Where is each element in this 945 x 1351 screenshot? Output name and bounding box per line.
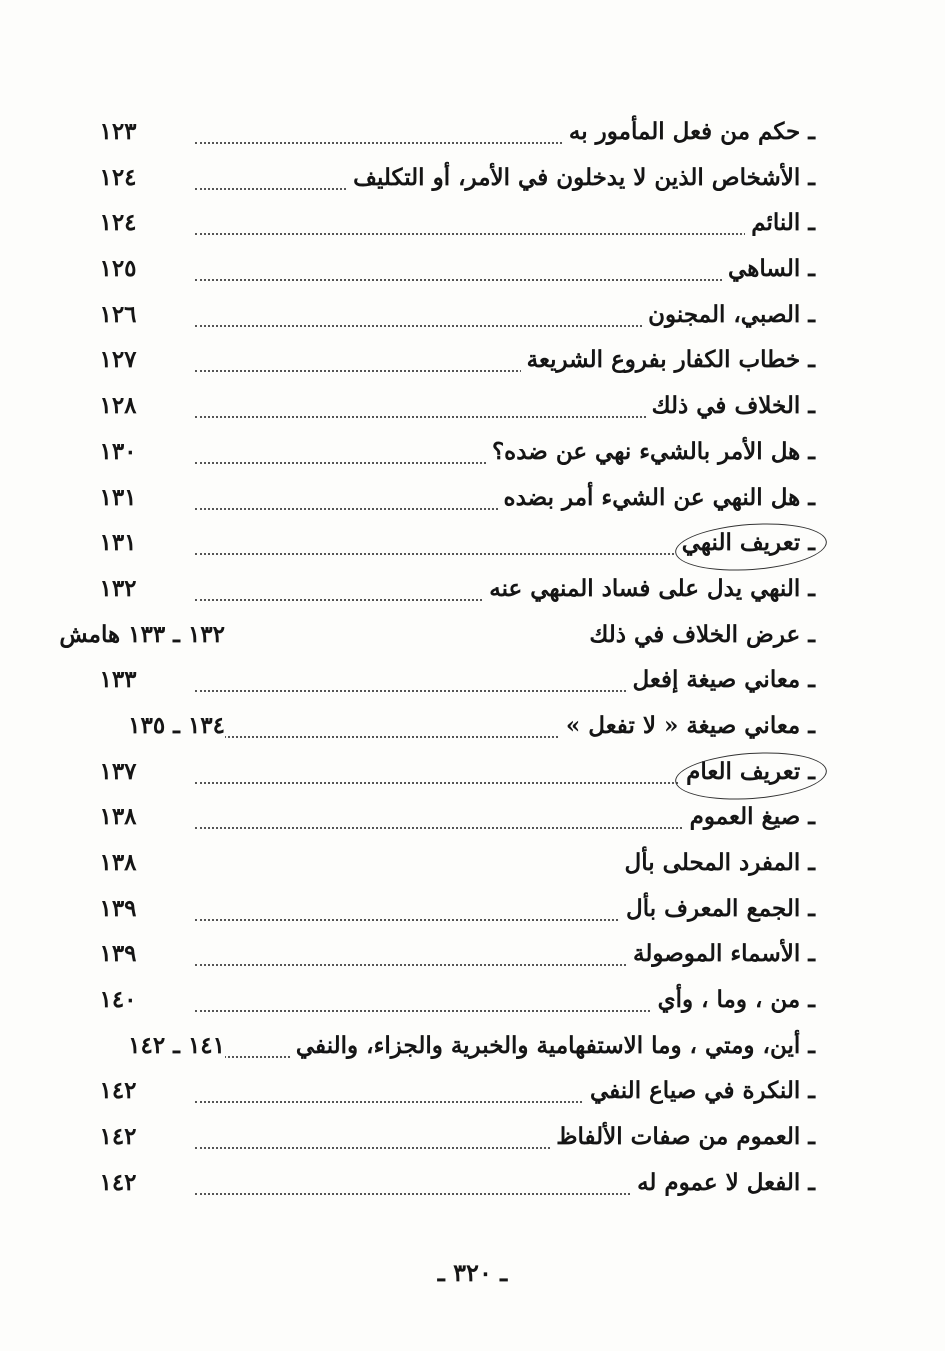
toc-entry-page: ١٢٦ <box>48 301 188 328</box>
toc-entry-page: ١٣٢ ـ ١٣٣ هامش <box>40 621 225 648</box>
toc-row <box>0 1071 945 1117</box>
toc-row <box>0 752 945 798</box>
page-number: ـ ٣٢٠ ـ <box>437 1258 508 1287</box>
toc-row <box>0 158 945 204</box>
toc-entry-page: ١٤٢ <box>48 1123 188 1150</box>
toc-entry-title: ـ معاني صيغة « لا تفعل » <box>560 712 815 739</box>
toc-entry-page: ١٣١ <box>48 484 188 511</box>
toc-entry-page: ١٢٤ <box>48 164 188 191</box>
toc-row <box>0 934 945 980</box>
toc-entry-page: ١٢٣ <box>48 118 188 145</box>
toc-entry-page: ١٣٨ <box>48 803 188 830</box>
toc-entry-title: ـ الفعل لا عموم له <box>631 1169 815 1196</box>
toc-entry-page: ١٣١ <box>48 529 188 556</box>
toc-entry-page: ١٤٢ <box>48 1077 188 1104</box>
toc-entry-page: ١٢٤ <box>48 209 188 236</box>
toc-entry-title: ـ هل النهي عن الشيء أمر بضده <box>498 484 815 511</box>
toc-row <box>0 112 945 158</box>
toc-entry-title-circled: ـ تعريف العام <box>680 758 815 785</box>
toc-entry-page: ١٣٨ <box>48 849 188 876</box>
toc-entry-title: ـ صيغ العموم <box>684 803 815 830</box>
toc-row <box>0 432 945 478</box>
toc-entry-page: ١٢٨ <box>48 392 188 419</box>
toc-entry-page: ١٢٥ <box>48 255 188 282</box>
toc-row <box>0 386 945 432</box>
toc-entry-title: ـ الأشخاص الذين لا يدخلون في الأمر، أو التكليف <box>347 164 815 191</box>
toc-entry-page: ١٤٢ <box>48 1169 188 1196</box>
toc-entry-page: ١٣٤ ـ ١٣٥ <box>40 712 225 739</box>
toc-entry-title: ـ خطاب الكفار بفروع الشريعة <box>521 346 815 373</box>
table-of-contents <box>0 112 945 1209</box>
toc-entry-page: ١٤٠ <box>48 986 188 1013</box>
toc-entry-title: ـ الأسماء الموصولة <box>627 940 815 967</box>
toc-entry-title: ـ النائم <box>745 209 815 236</box>
dot-leader <box>195 279 810 281</box>
toc-row <box>0 249 945 295</box>
toc-entry-title: ـ حكم من فعل المأمور به <box>563 118 815 145</box>
toc-entry-page: ١٣٠ <box>48 438 188 465</box>
toc-entry-title-circled: ـ تعريف النهي <box>676 529 815 556</box>
toc-entry-page: ١٢٧ <box>48 346 188 373</box>
toc-entry-title: ـ النهي يدل على فساد المنهي عنه <box>483 575 815 602</box>
toc-entry-title: ـ معاني صيغة إفعل <box>626 666 815 693</box>
toc-row <box>0 295 945 341</box>
toc-entry-title: ـ النكرة في صياع النفي <box>584 1077 815 1104</box>
toc-entry-title: ـ من ، وما ، وأي <box>652 986 815 1013</box>
toc-row <box>0 615 945 661</box>
toc-row <box>0 1026 945 1072</box>
toc-row <box>0 478 945 524</box>
toc-entry-title: ـ العموم من صفات الألفاظ <box>550 1123 815 1150</box>
toc-row <box>0 203 945 249</box>
toc-entry-title: ـ الصبي، المجنون <box>642 301 815 328</box>
toc-row <box>0 706 945 752</box>
toc-entry-page: ١٣٩ <box>48 895 188 922</box>
toc-row <box>0 569 945 615</box>
toc-entry-page: ١٣٣ <box>48 666 188 693</box>
toc-entry-title: ـ الساهي <box>722 255 815 282</box>
toc-entry-page: ١٣٢ <box>48 575 188 602</box>
toc-row <box>0 1163 945 1209</box>
toc-entry-title: ـ عرض الخلاف في ذلك <box>583 621 815 648</box>
toc-row <box>0 1117 945 1163</box>
toc-entry-page: ١٣٧ <box>48 758 188 785</box>
toc-row <box>0 980 945 1026</box>
toc-entry-page: ١٤١ ـ ١٤٢ <box>40 1032 225 1059</box>
toc-row <box>0 340 945 386</box>
toc-row <box>0 523 945 569</box>
toc-row <box>0 797 945 843</box>
dot-leader <box>195 233 810 235</box>
toc-row <box>0 843 945 889</box>
toc-entry-page: ١٣٩ <box>48 940 188 967</box>
toc-row <box>0 660 945 706</box>
toc-entry-title: ـ هل الأمر بالشيء نهي عن ضده؟ <box>486 438 815 465</box>
toc-entry-title: ـ الخلاف في ذلك <box>646 392 815 419</box>
toc-entry-title: ـ أين، ومتي ، وما الاستفهامية والخبرية والجزاء، والنفي <box>290 1032 815 1059</box>
toc-row <box>0 889 945 935</box>
toc-entry-title: ـ الجمع المعرف بأل <box>620 895 815 922</box>
toc-entry-title: ـ المفرد المحلى بأل <box>619 849 815 876</box>
